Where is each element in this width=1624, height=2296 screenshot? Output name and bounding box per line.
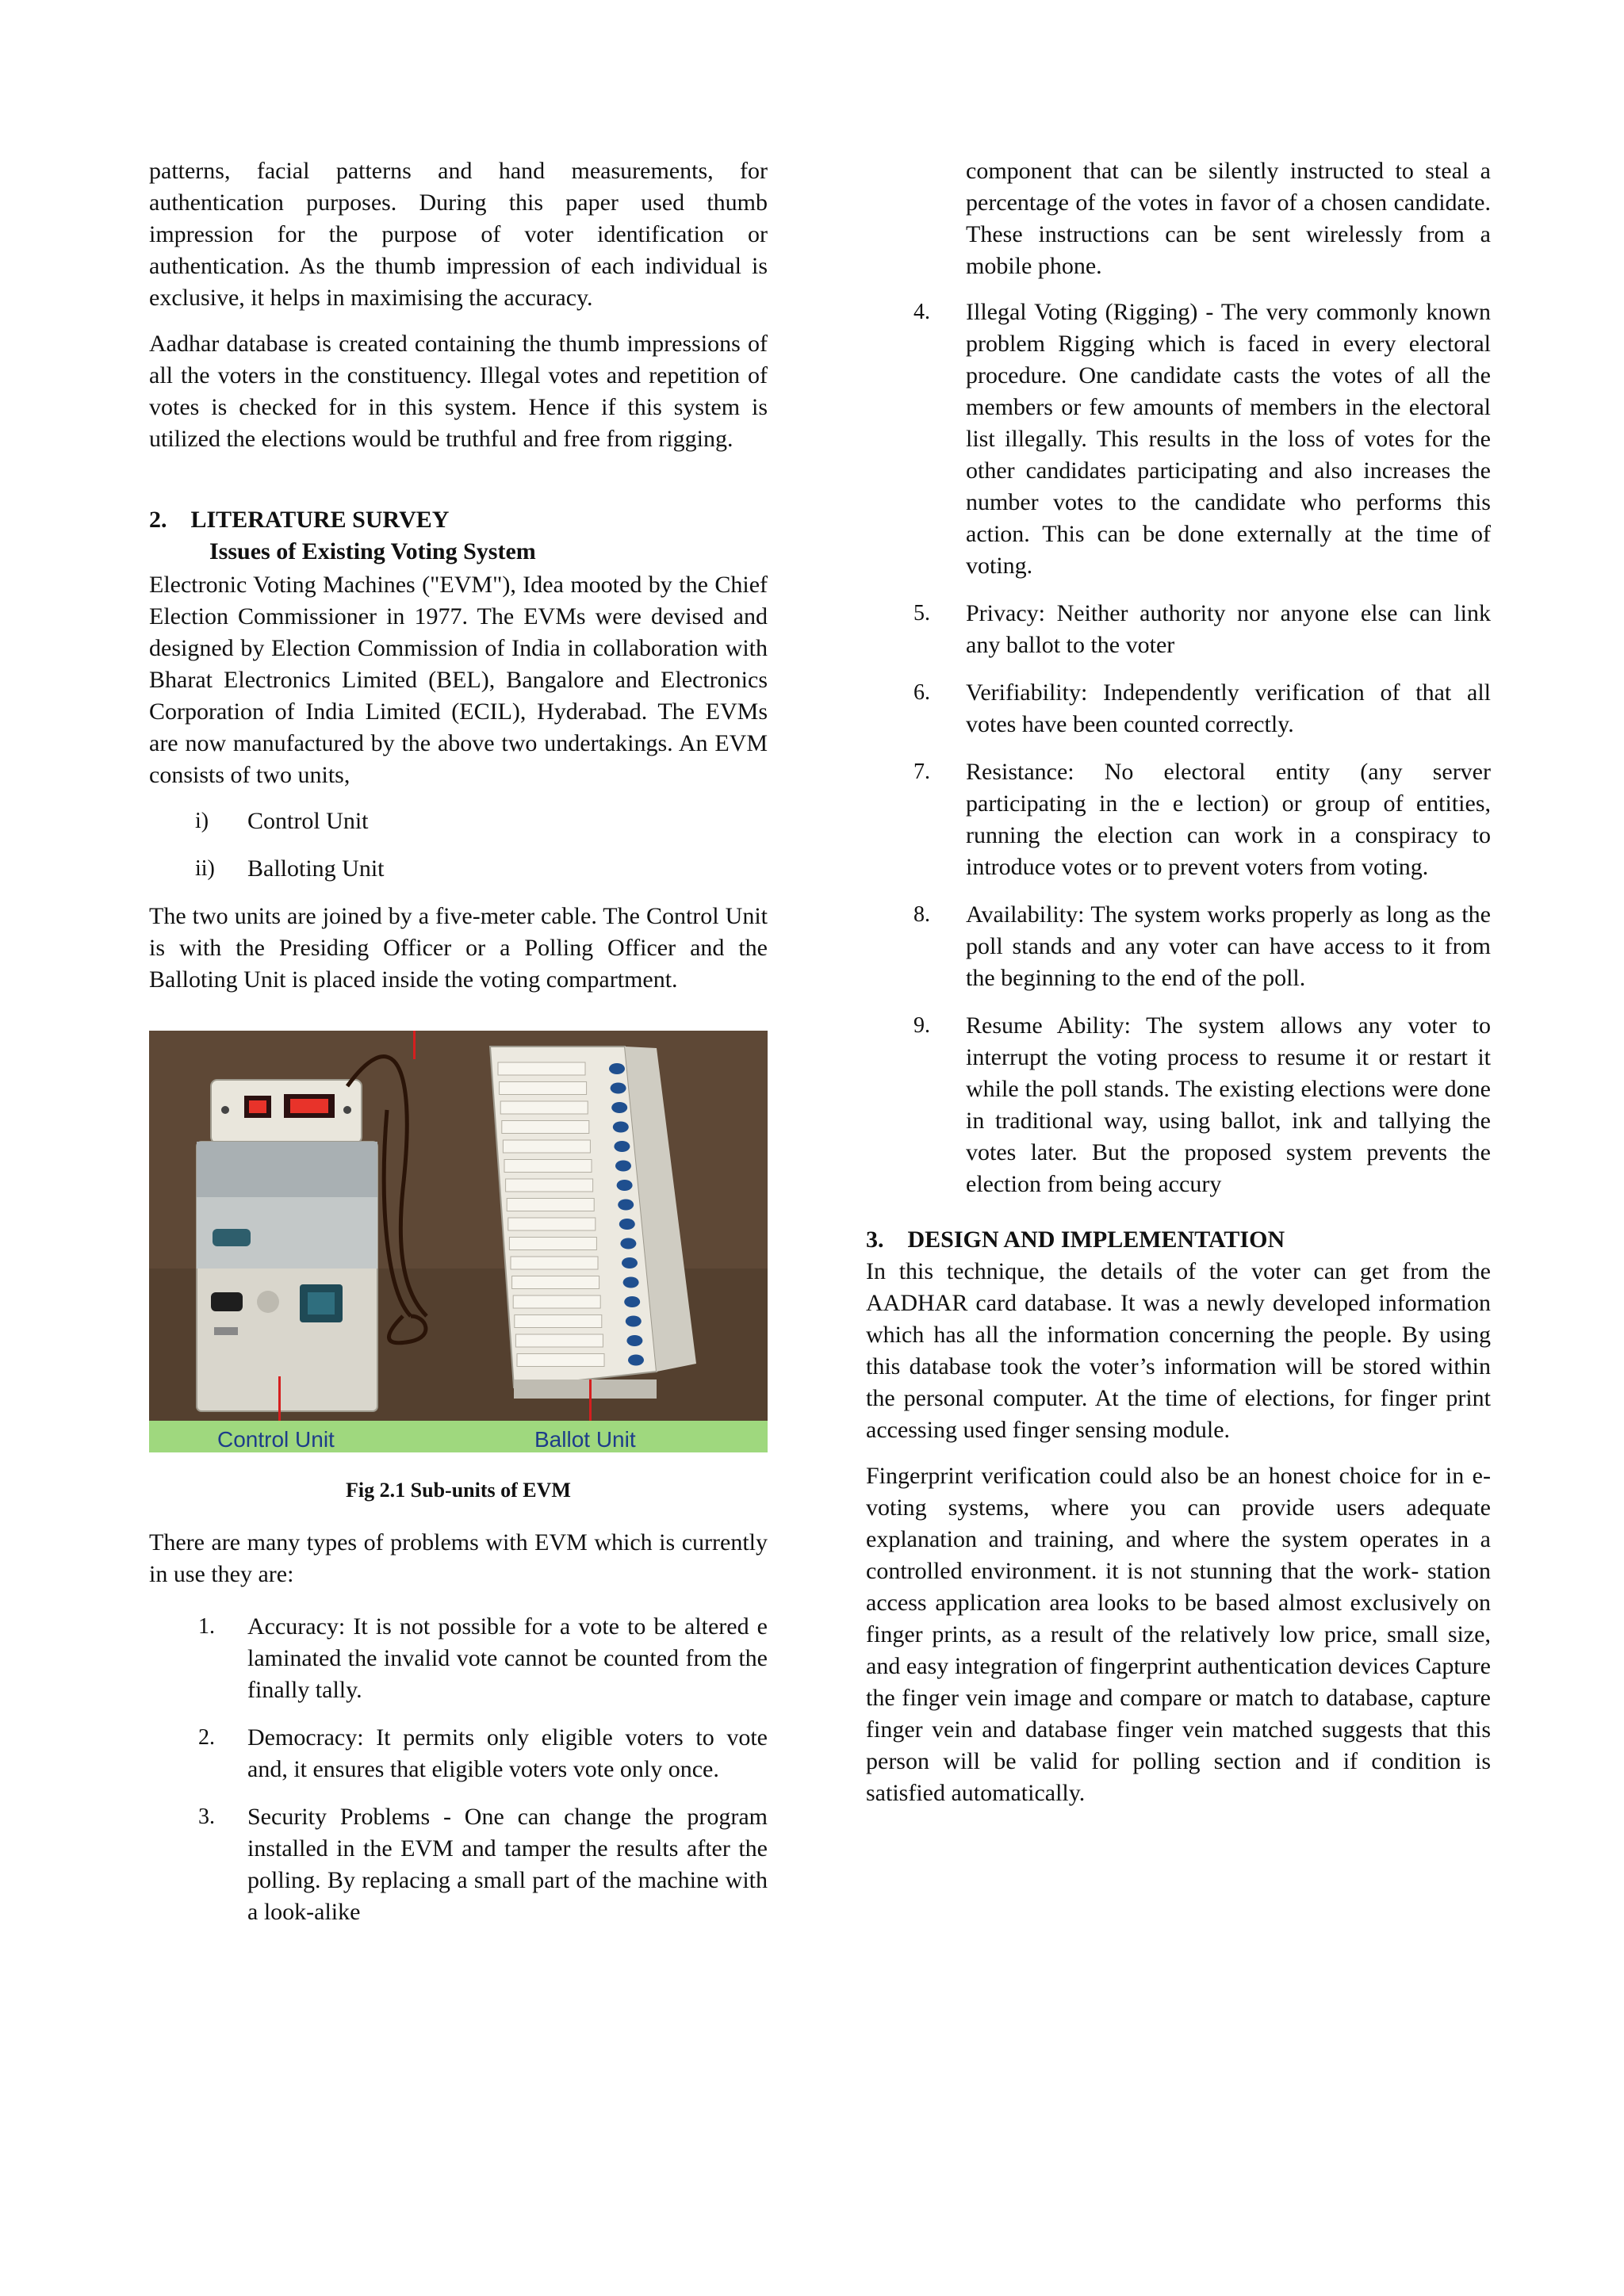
list-number: 3.	[198, 1804, 215, 1829]
figure-caption: Fig 2.1 Sub-units of EVM	[346, 1479, 571, 1502]
evm-problems-list-left	[149, 1611, 768, 1928]
ballot-button	[628, 1355, 644, 1366]
intro-paragraph-1: patterns, facial patterns and hand measurements, for authentication purposes. During this paper used thumb impression for the purpose of voter identification or authentication. As the thumb impression of each individual is exclusive, it helps in maximising the accuracy.	[149, 158, 768, 311]
evm-figure-image	[149, 1031, 768, 1452]
ballot-candidate-strip	[511, 1257, 598, 1269]
ballot-button	[620, 1238, 636, 1249]
list-number: 4.	[914, 300, 930, 324]
list-text: Resistance: No electoral entity (any server participating in the e lection) or group of entities, running the election can work in a conspiracy to introduce votes or to prevent voters from voting.	[966, 759, 1491, 880]
list-number: 2.	[198, 1725, 215, 1750]
evm-cable-paragraph: The two units are joined by a five-meter cable. The Control Unit is with the Presiding Officer or a Polling Officer and the Balloting Unit is placed inside the voting compartment.	[149, 903, 768, 993]
ballot-button	[626, 1335, 642, 1346]
control-unit-pointer	[413, 1031, 416, 1059]
intro-paragraph-2: Aadhar database is created containing the thumb impressions of all the voters in the constituency. Illegal votes and repetition of votes is checked for in this system. Hence if this system is utilized the elections would be truthful and free from rigging.	[149, 331, 768, 452]
section-3-heading: 3. DESIGN AND IMPLEMENTATION	[866, 1226, 1285, 1253]
list-number: 5.	[914, 601, 930, 626]
list-number: 1.	[198, 1614, 215, 1639]
ballot-candidate-strip	[509, 1238, 596, 1250]
list-text: Accuracy: It is not possible for a vote to be altered e laminated the invalid vote cannot be counted from the finally tally.	[247, 1613, 768, 1703]
ballot-button	[611, 1083, 626, 1094]
ballot-button	[619, 1219, 635, 1230]
evm-units-list	[149, 806, 768, 885]
list-text: Balloting Unit	[247, 855, 385, 882]
list-number: 9.	[914, 1013, 930, 1038]
ballot-button	[618, 1200, 634, 1211]
list-text: Privacy: Neither authority nor anyone else can link any ballot to the voter	[966, 600, 1491, 658]
ballot-button	[624, 1296, 640, 1307]
evm-problems-intro: There are many types of problems with EVM which is currently in use they are:	[149, 1529, 768, 1587]
ballot-button	[626, 1316, 642, 1327]
ballot-candidate-strip	[512, 1276, 599, 1289]
list-item	[149, 1611, 768, 1706]
ballot-candidate-strip	[500, 1101, 588, 1114]
evm-history-paragraph: Electronic Voting Machines ("EVM"), Idea mooted by the Chief Election Commissioner in 1977. The EVMs were devised and designed by Election Commission of India in collaboration with Bharat Electronics Limited (BEL), Bangalore and Electronics Corporation of India Limited (ECIL), Hyderabad. The EVMs are now manufactured by the above two undertakings. An EVM consists of two units,	[149, 572, 768, 788]
list-number: 6.	[914, 680, 930, 705]
list-text: Illegal Voting (Rigging) - The very commonly known problem Rigging which is faced in every electoral procedure. One candidate casts the votes of all the members or few amounts of members in the electoral list illegally. This results in the loss of votes for the other candidates participating and also increases the number votes to the candidate who performs this action. This can be done externally at the time of voting.	[966, 299, 1491, 579]
ballot-button	[622, 1257, 638, 1269]
list-item	[866, 899, 1491, 994]
list-text: Control Unit	[247, 808, 369, 834]
list-item	[866, 756, 1491, 883]
control-unit-label: Control Unit	[217, 1427, 335, 1452]
list-text: Availability: The system works properly as long as the poll stands and any voter can have access to it from the beginning to the end of the poll.	[966, 901, 1491, 991]
list-number: 7.	[914, 760, 930, 784]
ballot-candidate-strip	[502, 1121, 589, 1134]
ballot-candidate-strip	[506, 1179, 593, 1192]
list-item	[866, 598, 1491, 661]
list-text: Verifiability: Independently verification of that all votes have been counted correctly.	[966, 679, 1491, 737]
right-column	[866, 155, 1491, 1823]
figure-label-strip	[149, 1421, 768, 1452]
ballot-unit-pointer	[589, 1380, 592, 1422]
left-column	[149, 155, 768, 1944]
ballot-button	[617, 1180, 633, 1191]
ballot-candidate-strip	[517, 1354, 604, 1367]
ballot-unit-label: Ballot Unit	[534, 1427, 636, 1452]
ballot-button	[614, 1141, 630, 1152]
list-item	[149, 1722, 768, 1785]
ballot-candidate-strip	[500, 1082, 587, 1095]
list-item	[149, 806, 768, 837]
list-item	[149, 853, 768, 885]
list-number: 8.	[914, 902, 930, 927]
ballot-candidate-strip	[515, 1315, 602, 1328]
list-number: ii)	[195, 856, 215, 881]
ballot-button	[615, 1161, 631, 1172]
evm-photo-illustration	[149, 1031, 768, 1421]
ballot-button	[609, 1063, 625, 1074]
control-unit-device	[197, 1080, 377, 1411]
section-2-heading: 2. LITERATURE SURVEY	[149, 507, 450, 533]
section-2-subheading: Issues of Existing Voting System	[209, 538, 536, 564]
ballot-button	[623, 1277, 639, 1288]
ballot-candidate-strip	[498, 1062, 585, 1075]
list-item	[866, 297, 1491, 582]
ballot-button	[611, 1102, 627, 1113]
list-number: i)	[195, 809, 209, 833]
list-item	[866, 677, 1491, 740]
security-continuation: component that can be silently instructed to steal a percentage of the votes in favor of a chosen candidate. These instructions can be sent wirelessly from a mobile phone.	[966, 158, 1491, 279]
list-text: Democracy: It permits only eligible voters to vote and, it ensures that eligible voters vote only once.	[247, 1724, 768, 1782]
list-item	[149, 1801, 768, 1928]
evm-problems-list-right	[866, 297, 1491, 1200]
ballot-candidate-strip	[507, 1199, 594, 1211]
design-paragraph-2: Fingerprint verification could also be an honest choice for in e-voting systems, where you can provide users adequate explanation and training, and where the system operates in a controlled environment. it is not stunning that the work- station access application area looks to be based almost exclusively on finger prints, as a result of the relatively low price, small size, and easy integration of fingerprint authentication devices Capture the finger vein image and compare or match to database, capture finger vein and database finger vein matched suggests that this person will be valid for polling section and if condition is satisfied automatically.	[866, 1463, 1491, 1806]
ballot-candidate-strip	[508, 1218, 596, 1230]
ballot-candidate-strip	[515, 1334, 603, 1347]
ballot-candidate-strip	[513, 1295, 600, 1308]
control-unit-pointer-bottom	[278, 1376, 281, 1422]
ballot-button	[613, 1122, 629, 1133]
design-paragraph-1: In this technique, the details of the voter can get from the AADHAR card database. It was a newly developed information which has all the information concerning the people. By using this database took the voter’s information will be stored within the personal computer. At the time of elections, for finger print accessing used finger sensing module.	[866, 1258, 1491, 1443]
ballot-candidate-strip	[504, 1160, 592, 1173]
list-text: Security Problems - One can change the program installed in the EVM and tamper the results after the polling. By replacing a small part of the machine with a look-alike	[247, 1804, 768, 1925]
ballot-candidate-strip	[503, 1140, 590, 1153]
list-item	[866, 1010, 1491, 1200]
list-text: Resume Ability: The system allows any voter to interrupt the voting process to resume it or restart it while the poll stands. The existing elections were done in traditional way, using ballot, ink and tallying the votes later. But the proposed system prevents the election from being accury	[966, 1012, 1491, 1197]
